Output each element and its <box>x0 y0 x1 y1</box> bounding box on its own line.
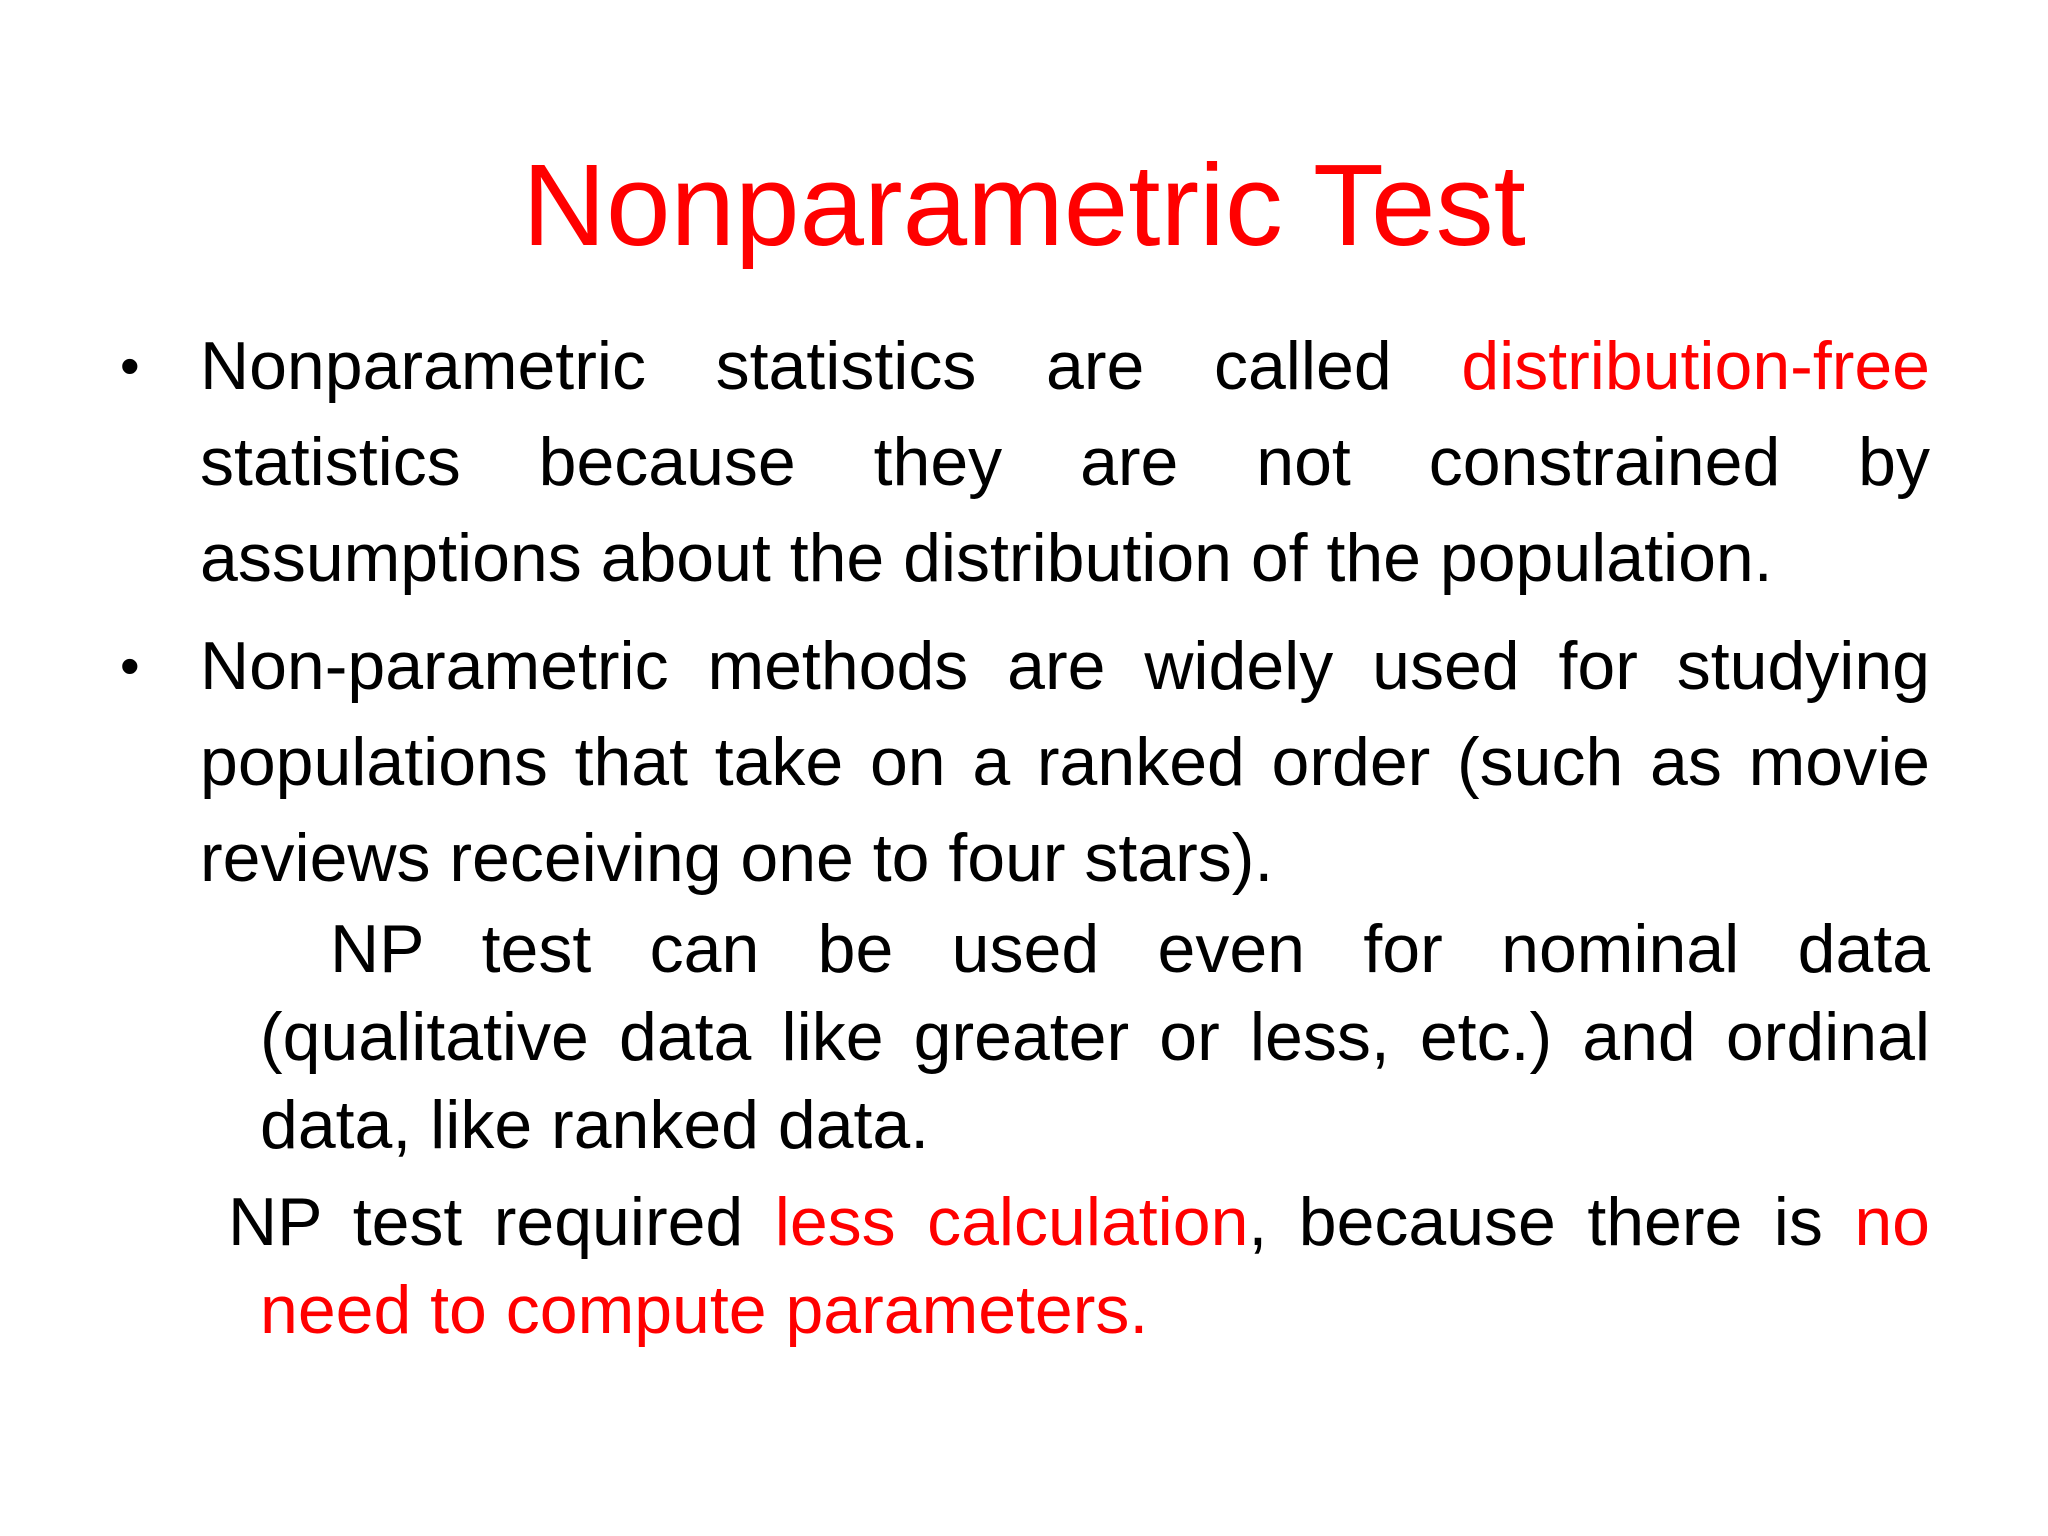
bullet-item <box>120 318 1930 606</box>
bullet-item <box>120 618 1930 906</box>
bullet-text: statistics because they are not constrained by assumptions about the distribution of the population. <box>200 424 1930 596</box>
bullet-list <box>120 318 1930 918</box>
highlighted-term: distribution-free <box>1461 328 1930 404</box>
bullet-marker: • <box>120 334 140 397</box>
bullet-marker: • <box>120 634 140 697</box>
bullet-text: Nonparametric statistics are called <box>200 328 1462 404</box>
slide-title: Nonparametric Test <box>522 140 1526 270</box>
sub-point <box>260 905 1930 1169</box>
sub-point <box>228 1178 1930 1354</box>
sub-point-text: NP test can be used even for nominal data (qualitative data like greater or less, etc.) and ordinal data, like ranked data. <box>260 911 1930 1163</box>
sub-point-text: NP test required <box>228 1184 775 1260</box>
sub-point-text: , because there is <box>1248 1184 1855 1260</box>
bullet-text: Non-parametric methods are widely used for studying populations that take on a ranked order (such as movie reviews receiving one to four stars). <box>200 628 1930 896</box>
highlighted-term: no need to compute parameters. <box>260 1184 1930 1348</box>
highlighted-term: less calculation <box>774 1184 1249 1260</box>
